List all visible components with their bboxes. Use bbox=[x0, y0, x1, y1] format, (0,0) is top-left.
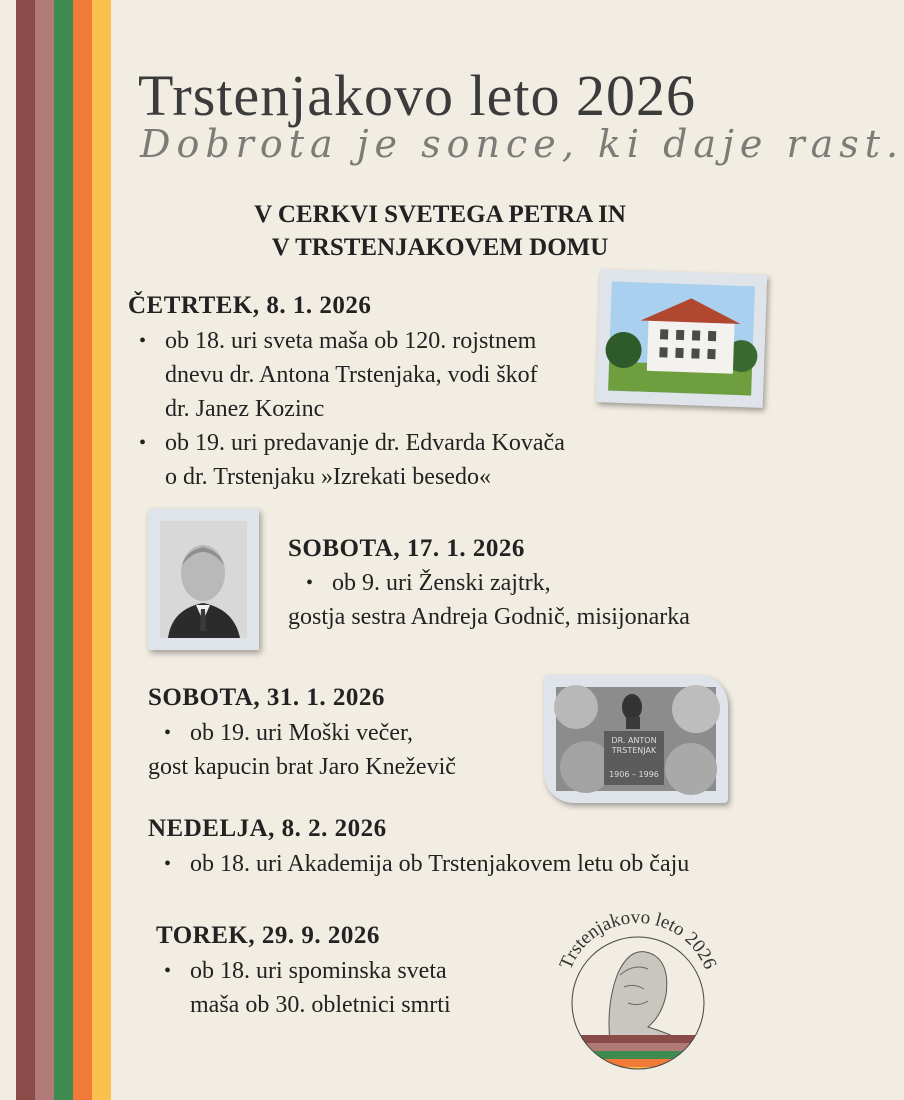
page-title: Trstenjakovo leto 2026 bbox=[138, 63, 696, 128]
event-1-line-2: dnevu dr. Antona Trstenjaka, vodi škof bbox=[165, 362, 538, 388]
event-1-line-4: • ob 19. uri predavanje dr. Edvarda Kovača bbox=[165, 426, 565, 460]
event-1-line-1: • ob 18. uri sveta maša ob 120. rojstnem bbox=[165, 324, 536, 358]
event-1-line-5: o dr. Trstenjaku »Izrekati besedo« bbox=[165, 464, 491, 490]
venue-line-2: V TRSTENJAKOVEM DOMU bbox=[271, 234, 609, 261]
event-4-line-1: • ob 18. uri Akademija ob Trstenjakovem letu ob čaju bbox=[190, 847, 689, 881]
stripe-yellow bbox=[92, 0, 111, 1100]
event-day-3: SOBOTA, 31. 1. 2026 bbox=[148, 684, 385, 711]
monument-image bbox=[556, 687, 716, 791]
monument-text-2: TRSTENJAK bbox=[611, 746, 657, 755]
stripe-green bbox=[54, 0, 73, 1100]
event-3-line-1: • ob 19. uri Moški večer, bbox=[190, 716, 413, 750]
stripe-maroon bbox=[16, 0, 35, 1100]
stripe-orange bbox=[73, 0, 92, 1100]
monument-photo bbox=[544, 675, 728, 803]
event-3-line-2: gost kapucin brat Jaro Kneževič bbox=[148, 754, 456, 780]
event-day-4: NEDELJA, 8. 2. 2026 bbox=[148, 815, 387, 842]
portrait-image bbox=[160, 521, 247, 638]
monument-text-1: DR. ANTON bbox=[611, 736, 657, 745]
logo-arc-text: Trstenjakovo leto 2026 bbox=[555, 906, 721, 973]
house-photo bbox=[596, 269, 768, 408]
venue-line-1: V CERKVI SVETEGA PETRA IN bbox=[254, 201, 626, 228]
anniversary-logo bbox=[548, 903, 728, 1083]
event-day-1: ČETRTEK, 8. 1. 2026 bbox=[128, 292, 372, 319]
event-2-line-2: gostja sestra Andreja Godnič, misijonarka bbox=[288, 604, 690, 630]
subtitle-motto: Dobrota je sonce, ki daje rast. bbox=[140, 122, 904, 166]
event-day-2: SOBOTA, 17. 1. 2026 bbox=[288, 535, 525, 562]
venue-heading bbox=[180, 198, 700, 264]
monument-text-3: 1906 – 1996 bbox=[609, 770, 659, 779]
event-5-line-1: • ob 18. uri spominska sveta bbox=[190, 954, 447, 988]
event-2-line-1: • ob 9. uri Ženski zajtrk, bbox=[332, 566, 551, 600]
event-1-line-3: dr. Janez Kozinc bbox=[165, 396, 325, 422]
stripe-rose bbox=[35, 0, 54, 1100]
portrait-photo bbox=[148, 509, 259, 650]
house-image bbox=[608, 282, 755, 396]
event-day-5: TOREK, 29. 9. 2026 bbox=[156, 922, 380, 949]
event-5-line-2: maša ob 30. obletnici smrti bbox=[190, 992, 451, 1018]
